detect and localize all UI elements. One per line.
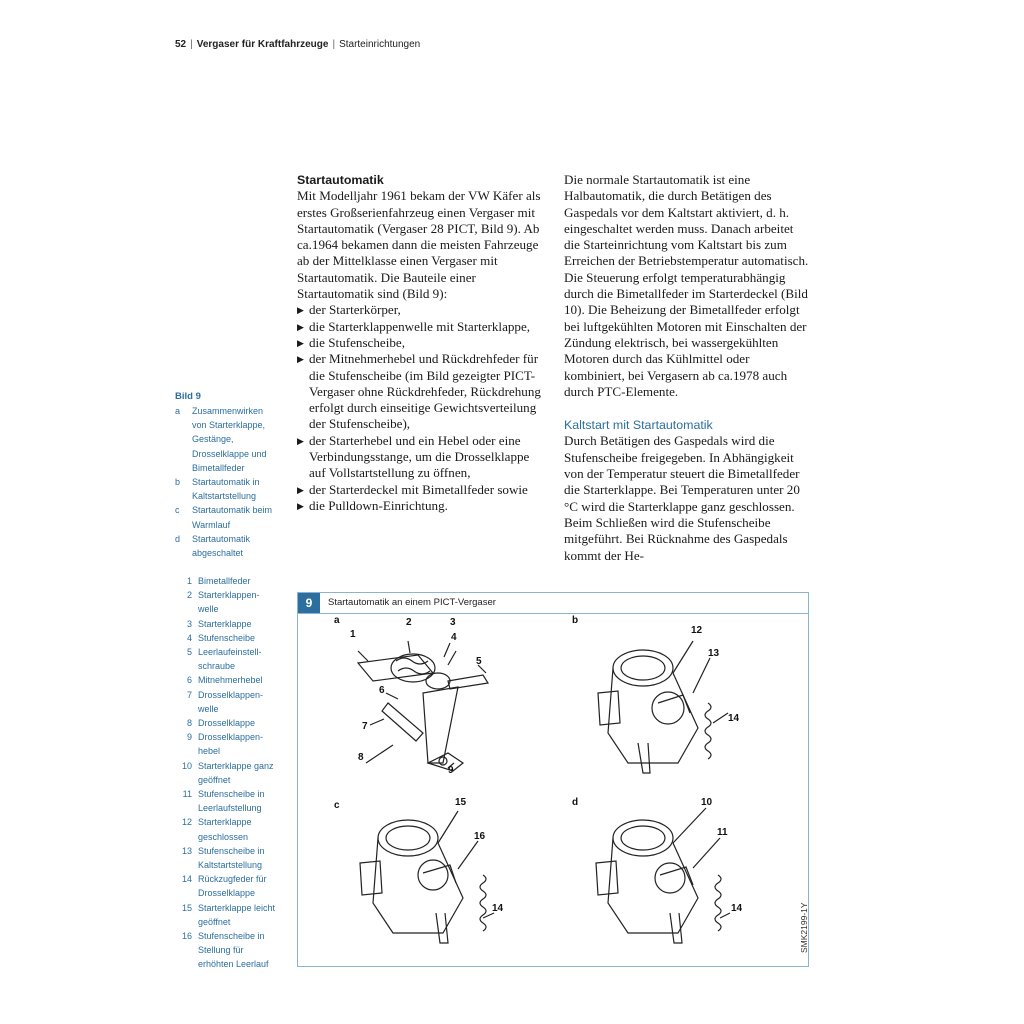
legend-text: Starterklappen-welle: [198, 590, 260, 615]
legend-text: Stufenscheibe in Leerlaufstellung: [198, 789, 265, 814]
callout-2: 2: [406, 617, 412, 628]
book-title: Vergaser für Kraftfahrzeuge: [196, 39, 329, 50]
subheading: Kaltstart mit Startautomatik: [564, 418, 713, 433]
legend-key: 16: [181, 931, 192, 942]
legend-key: 3: [186, 618, 192, 629]
panel-label-b: b: [572, 615, 579, 626]
legend-item: [175, 815, 280, 843]
legend-text: Startautomatik in Kaltstartstellung: [192, 477, 260, 502]
callout-1: 1: [350, 629, 356, 640]
panel-d-drawing: [596, 808, 730, 943]
legend-item: [175, 645, 280, 673]
legend-key: 4: [186, 632, 192, 643]
legend-text: Starterklappe leicht geöffnet: [198, 902, 276, 927]
legend-text: Startautomatik beim Warmlauf: [192, 505, 273, 530]
legend-key: 8: [186, 718, 192, 729]
figure-code: [787, 843, 809, 953]
legend-key: 15: [181, 902, 192, 913]
legend-item: [175, 673, 280, 687]
callout-14: 14: [728, 713, 740, 724]
text-column-right: [564, 172, 812, 564]
panel-label-a: a: [334, 615, 340, 626]
panel-label-d: d: [572, 797, 579, 808]
callout-12: 12: [691, 625, 703, 636]
legend-key: 2: [186, 590, 192, 601]
callout-16: 16: [474, 831, 486, 842]
legend-item: [175, 503, 280, 531]
legend-text: Starterklappe geschlossen: [198, 817, 252, 842]
legend-text: Rückzugfeder für Drosselklappe: [198, 874, 267, 899]
legend-key: b: [175, 477, 181, 488]
legend-item: [175, 588, 280, 616]
legend-text: Starterklappe ganz geöffnet: [198, 760, 274, 785]
panel-b-drawing: [598, 641, 728, 773]
legend-text: Mitnehmerhebel: [198, 675, 263, 686]
callout-8: 8: [358, 752, 364, 763]
callout-14: 14: [492, 903, 504, 914]
legend-item: [175, 688, 280, 716]
header-separator: |: [332, 39, 336, 50]
legend-key: 1: [186, 576, 192, 586]
panel-a-drawing: [358, 641, 488, 771]
legend-key: 9: [186, 732, 192, 743]
legend-key: c: [175, 505, 180, 516]
legend-item: [175, 574, 280, 588]
legend-key: a: [175, 406, 181, 416]
text-column-left: [297, 172, 545, 514]
list-item: [297, 319, 545, 335]
legend-key: 7: [186, 689, 192, 700]
list-item-text: der Starterdeckel mit Bimetallfeder sowie: [309, 481, 528, 497]
legend-text: Drosselklappen-hebel: [198, 732, 264, 757]
legend-item: [175, 730, 280, 758]
figure-caption-bar: [298, 593, 808, 614]
legend-text: Drosselklappen-welle: [198, 689, 264, 714]
legend-key: 12: [181, 817, 192, 828]
legend-key: 13: [181, 845, 192, 856]
list-item: [297, 433, 545, 482]
legend-item: [175, 844, 280, 872]
figure-caption: Startautomatik an einem PICT-Vergaser: [328, 597, 496, 608]
list-item: [297, 482, 545, 498]
paragraph: Durch Betätigen des Gaspedals wird die Stufenscheibe freigegeben. In Abhängigkeit von der Temperatur steuert die Bimetallfeder die Starterklappe. Bei Temperaturen unter 20 °C wird die Starterklappe ganz geschlossen. Beim Schließen wird die Stufenscheibe mitgeführt. Bei Rücknahme des Gaspedals kommt der He-: [564, 433, 800, 563]
callout-9: 9: [448, 765, 454, 776]
legend-item: [175, 532, 280, 560]
callout-7: 7: [362, 721, 368, 732]
legend-item: [175, 787, 280, 815]
bullet-marker: ▶: [297, 484, 304, 495]
legend-text: Stufenscheibe in Stellung für erhöhten Leerlauf: [198, 931, 269, 970]
legend-key: d: [175, 533, 181, 544]
bullet-marker: ▶: [297, 321, 304, 332]
list-item-text: der Starterkörper,: [309, 302, 401, 318]
callout-6: 6: [379, 685, 385, 696]
figure-legend-title: Bild 9: [175, 391, 201, 402]
legend-text: Stufenscheibe: [198, 632, 256, 643]
header-separator: |: [190, 39, 193, 50]
list-item-text: die Starterklappenwelle mit Starterklappe,: [309, 318, 531, 334]
running-header: [175, 39, 420, 50]
legend-item: [175, 759, 280, 787]
list-item-text: der Mitnehmerhebel und Rückdrehfeder für die Stufenscheibe (im Bild gezeigter PICT-Vergaser ohne Rückdrehfeder, Rückdrehung erfolgt durch einseitige Gewichtsverteilung der Stufenscheibe),: [309, 351, 541, 432]
section-heading: Startautomatik: [297, 173, 384, 187]
legend-item: [175, 872, 280, 900]
legend-key: 6: [186, 675, 192, 686]
callout-11: 11: [717, 827, 728, 838]
callout-14: 14: [731, 903, 743, 914]
legend-text: Stufenscheibe in Kaltstartstellung: [198, 845, 265, 871]
callout-4: 4: [451, 632, 457, 643]
list-item: [297, 351, 545, 432]
panel-label-c: c: [334, 800, 340, 811]
component-list: [297, 302, 545, 514]
legend-key: 11: [182, 789, 192, 800]
figure-part-list: [175, 404, 280, 560]
legend-item: [175, 901, 280, 929]
callout-15: 15: [455, 797, 467, 808]
figure-9: [297, 592, 809, 967]
legend-text: Starterklappe: [198, 618, 252, 629]
figure-code-text: SMK2199-1Y: [799, 902, 809, 953]
legend-item: [175, 475, 280, 503]
intro-paragraph: Mit Modelljahr 1961 bekam der VW Käfer als erstes Großserienfahrzeug einen Vergaser mit Startautomatik (Vergaser 28 PICT, Bild 9). Ab ca.1964 bekamen dann die meisten Fahrzeuge ab der Mittelklasse einen Vergaser mit Startautomatik. Die Bauteile einer Startautomatik sind (Bild 9):: [297, 188, 541, 302]
legend-item: [175, 617, 280, 631]
legend-text: Startautomatik abgeschaltet: [192, 533, 251, 559]
legend-text: Drosselklappe: [198, 718, 256, 729]
paragraph: Die normale Startautomatik ist eine Halbautomatik, die durch Betätigen des Gaspedals vor dem Kaltstart aktiviert, d. h. eingeschaltet werden muss. Danach arbeitet die Starteinrichtung vom Kaltstart bis zum Erreichen der Betriebstemperatur automatisch. Die Steuerung erfolgt temperaturabhängig durch die Bimetallfeder im Starterdeckel (Bild 10). Die Beheizung der Bimetallfeder erfolgt bei luftgekühlten Motoren mit Einschalten der Zündung elektrisch, bei wassergekühlten Motoren durch das Kühlmittel oder kombiniert, bei Vergasern ab ca.1978 auch durch PTC-Elemente.: [564, 172, 809, 399]
bullet-marker: ▶: [297, 337, 304, 348]
bullet-marker: ▶: [297, 435, 304, 446]
legend-key: 10: [181, 760, 192, 771]
list-item: [297, 302, 545, 318]
legend-item: [175, 929, 280, 972]
list-item-text: der Starterhebel und ein Hebel oder eine Verbindungsstange, um die Drosselklappe auf Vollstartstellung zu öffnen,: [309, 432, 530, 481]
legend-key: 14: [181, 874, 192, 885]
legend-item: [175, 716, 280, 730]
list-item: [297, 498, 545, 514]
page-number: 52: [175, 39, 187, 50]
legend-key: 5: [186, 647, 192, 658]
bullet-marker: ▶: [297, 500, 304, 511]
figure-number: 9: [298, 593, 320, 613]
carburetor-illustration: [298, 613, 808, 966]
bullet-marker: ▶: [297, 305, 304, 316]
callout-10: 10: [701, 797, 713, 808]
bullet-marker: ▶: [297, 354, 304, 365]
list-item-text: die Pulldown-Einrichtung.: [309, 497, 448, 513]
legend-item: [175, 631, 280, 645]
section-title: Starteinrichtungen: [339, 39, 421, 50]
callout-3: 3: [450, 617, 456, 628]
callout-5: 5: [476, 656, 482, 667]
legend-text: Bimetallfeder: [198, 576, 251, 586]
legend-text: Zusammenwirken von Starterklappe, Gestänge, Drosselklappe und Bimetallfeder: [192, 406, 267, 473]
legend-text: Leerlaufeinstell-schraube: [198, 647, 262, 672]
list-item: [297, 335, 545, 351]
list-item-text: die Stufenscheibe,: [309, 334, 405, 350]
legend-item: [175, 404, 280, 475]
callout-13: 13: [708, 648, 720, 659]
figure-number-legend: [175, 574, 280, 972]
